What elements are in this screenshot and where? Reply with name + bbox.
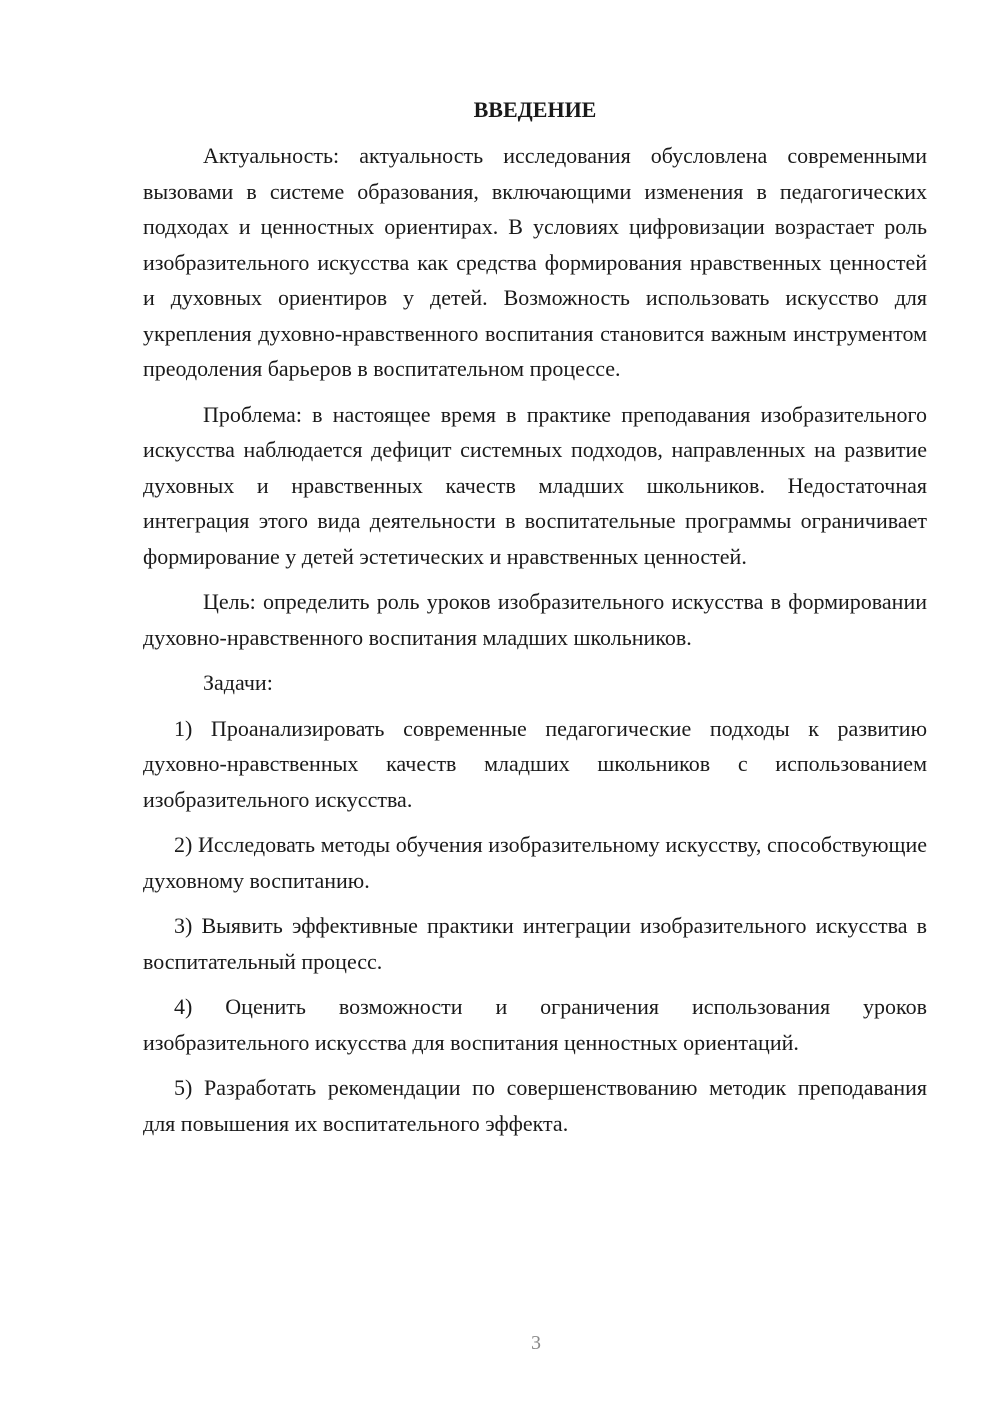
task-item: 4) Оценить возможности и ограничения использования уроков изобразительного искусства для воспитания ценностных ориентаций. [143, 994, 927, 1055]
paragraph-goal: Цель: определить роль уроков изобразительного искусства в формировании духовно-нравственного воспитания младших школьников. [143, 589, 927, 650]
task-item: 2) Исследовать методы обучения изобразительному искусству, способствующие духовному воспитанию. [143, 832, 927, 893]
tasks-heading: Задачи: [203, 670, 273, 695]
task-item: 3) Выявить эффективные практики интеграции изобразительного искусства в воспитательный процесс. [143, 913, 927, 974]
section-title: ВВЕДЕНИЕ [473, 97, 597, 122]
task-item: 5) Разработать рекомендации по совершенствованию методик преподавания для повышения их воспитательного эффекта. [143, 1075, 927, 1136]
page-number: 3 [531, 1332, 541, 1354]
paragraph-problem: Проблема: в настоящее время в практике преподавания изобразительного искусства наблюдается дефицит системных подходов, направленных на развитие духовных и нравственных качеств младших школьников. Недостаточная интеграция этого вида деятельности в воспитательные программы ограничивает формирование у детей эстетических и нравственных ценностей. [143, 401, 927, 569]
task-item: 1) Проанализировать современные педагогические подходы к развитию духовно-нравственных качеств младших школьников с использованием изобразительного искусства. [143, 715, 927, 812]
paragraph-relevance: Актуальность: актуальность исследования обусловлена современными вызовами в системе образования, включающими изменения в педагогических подходах и ценностных ориентирах. В условиях цифровизации возрастает роль изобразительного искусства как средства формирования нравственных ценностей и духовных ориентиров у детей. Возможность использовать искусство для укрепления духовно-нравственного воспитания становится важным инструментом преодоления барьеров в воспитательном процессе. [143, 143, 927, 381]
document-body [143, 92, 927, 1151]
